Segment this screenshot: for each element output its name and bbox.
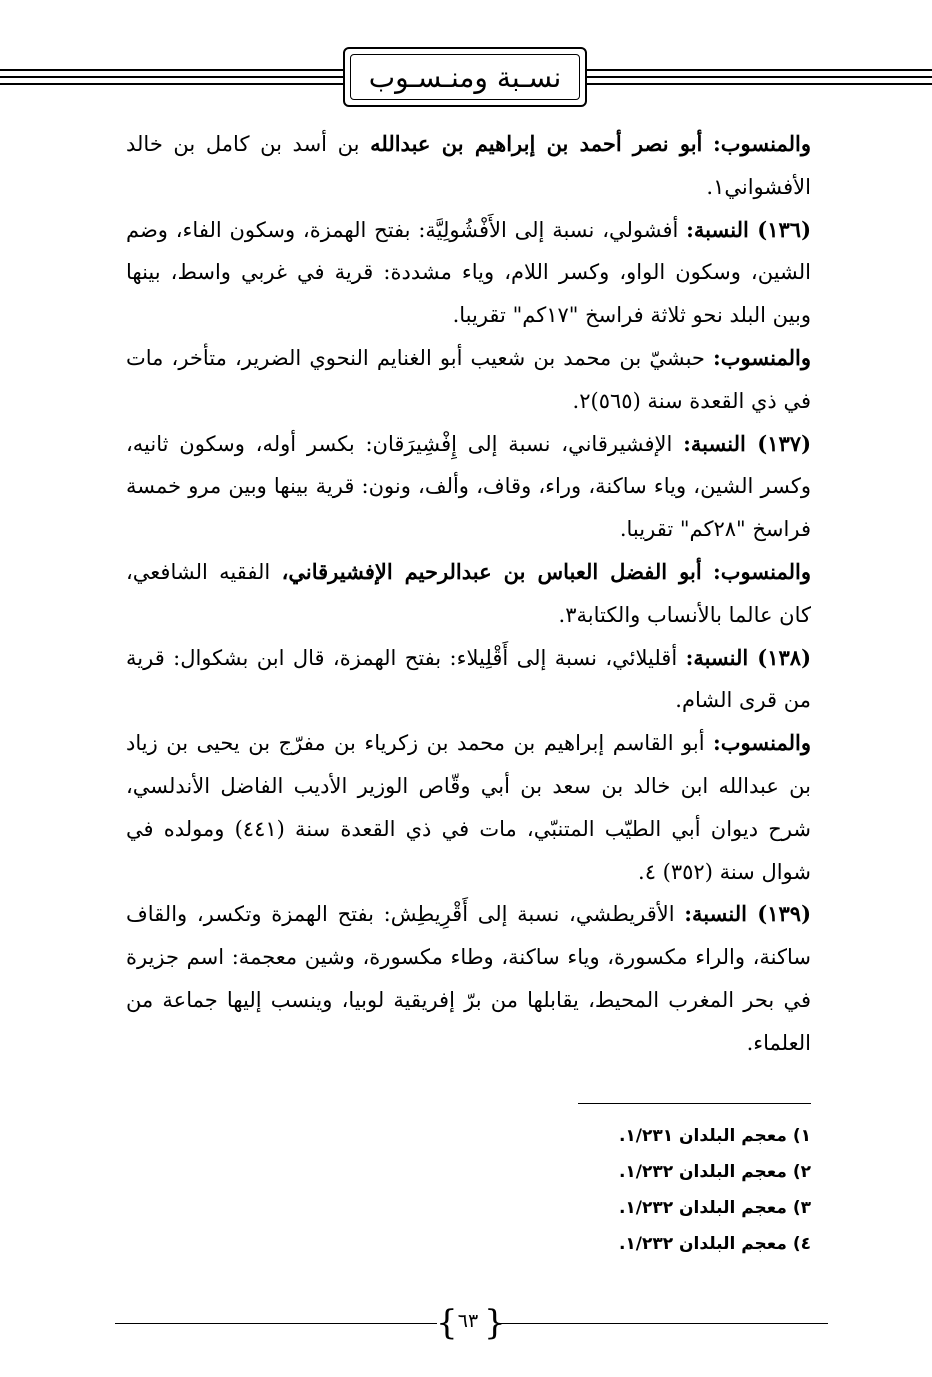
page-number-rule-left — [115, 1323, 437, 1324]
paragraph-text: الإفشيرقاني، نسبة إلى إِفْشِيرَقان: بكسر أوله، وسكون ثانيه، وكسر الشين، وياء ساكنة، وراء، وقاف، وألف، ونون: قرية بينها وبين مرو خمسة فراسخ "٢٨كم" تقريبا. — [126, 431, 811, 542]
paragraph-label: (١٣٦) النسبة: — [686, 216, 811, 242]
paragraph-label: والمنسوب: — [713, 730, 811, 756]
footnote: ١) معجم البلدان ١/٢٣١. — [618, 1126, 811, 1146]
page-number-brace-left-icon: { — [436, 1303, 458, 1343]
paragraph-label: (١٣٨) النسبة: — [685, 644, 811, 670]
page-number-brace-right-icon: } — [484, 1303, 506, 1343]
paragraph-text: بن أسد بن كامل بن خالد الأفشواني١. — [126, 132, 811, 199]
paragraph-text: أقليلائي، نسبة إلى أَقْلِيلاء: بفتح الهمزة، قال ابن بشكوال: قرية من قرى الشام. — [126, 645, 811, 713]
page-number-rule-right — [500, 1323, 828, 1324]
paragraph-label: والمنسوب: — [713, 344, 811, 370]
paragraph-bold-text: أبو الفضل العباس بن عبدالرحيم الإفشيرقاني، — [281, 558, 702, 584]
paragraph — [126, 423, 811, 551]
paragraph — [126, 337, 811, 423]
paragraph-text: حبشيّ بن محمد بن شعيب أبو الغنايم النحوي الضرير، متأخر، مات في ذي القعدة سنة (٥٦٥)٢. — [126, 345, 811, 413]
paragraph-text: أفشولي، نسبة إلى الأَفْشُولِيَّة: بفتح الهمزة، وسكون الفاء، وضم الشين، وسكون الواو، وكسر اللام، وياء مشددة: قرية في غربي واسط، بينها وبين البلد نحو ثلاثة فراسخ "١٧كم" تقريبا. — [126, 217, 811, 328]
header-title: نسـبة ومنـسـوب — [350, 54, 580, 100]
paragraph — [126, 123, 811, 209]
footnotes — [511, 1118, 811, 1262]
paragraph-bold-text: أبو نصر أحمد بن إبراهيم بن عبدالله — [370, 131, 703, 156]
paragraph-label: والمنسوب: — [713, 131, 811, 156]
footnote-separator — [578, 1103, 811, 1104]
header-title-frame — [343, 47, 587, 107]
paragraph — [126, 551, 811, 637]
footnote: ٤) معجم البلدان ١/٢٣٢. — [618, 1234, 811, 1254]
footnote: ٢) معجم البلدان ١/٢٣٢. — [618, 1162, 811, 1182]
paragraph — [126, 722, 811, 893]
page-number: ٦٣ — [457, 1310, 479, 1332]
main-text — [126, 123, 811, 1065]
paragraph-text: الأقريطشي، نسبة إلى أَقْرِيطِش: بفتح الهمزة وتكسر، والقاف ساكنة، والراء مكسورة، وياء ساكنة، وطاء مكسورة، وشين معجمة: اسم جزيرة في بحر المغرب المحيط، يقابلها من برّ إفريقية لوبيا، وينسب إليها جماعة من العلماء. — [126, 902, 811, 1055]
paragraph-label: والمنسوب: — [713, 558, 811, 584]
paragraph — [126, 893, 811, 1064]
paragraph — [126, 637, 811, 723]
paragraph-label: (١٣٧) النسبة: — [683, 430, 811, 456]
paragraph-label: (١٣٩) النسبة: — [684, 901, 811, 927]
footnote: ٣) معجم البلدان ١/٢٣٢. — [618, 1198, 811, 1218]
paragraph-text: أبو القاسم إبراهيم بن محمد بن زكرياء بن مفرّج بن يحيى بن زياد بن عبدالله ابن خالد بن سعد بن أبي وقّاص الوزير الأديب الفاضل الأندلسي، شرح ديوان أبي الطيّب المتنبّي، مات في ذي القعدة سنة (٤٤١) ومولده في شوال سنة (٣٥٢) ٤. — [126, 731, 812, 884]
paragraph — [126, 209, 811, 337]
paragraph-text: الفقيه الشافعي، كان عالما بالأنساب والكتابة٣. — [126, 559, 811, 627]
